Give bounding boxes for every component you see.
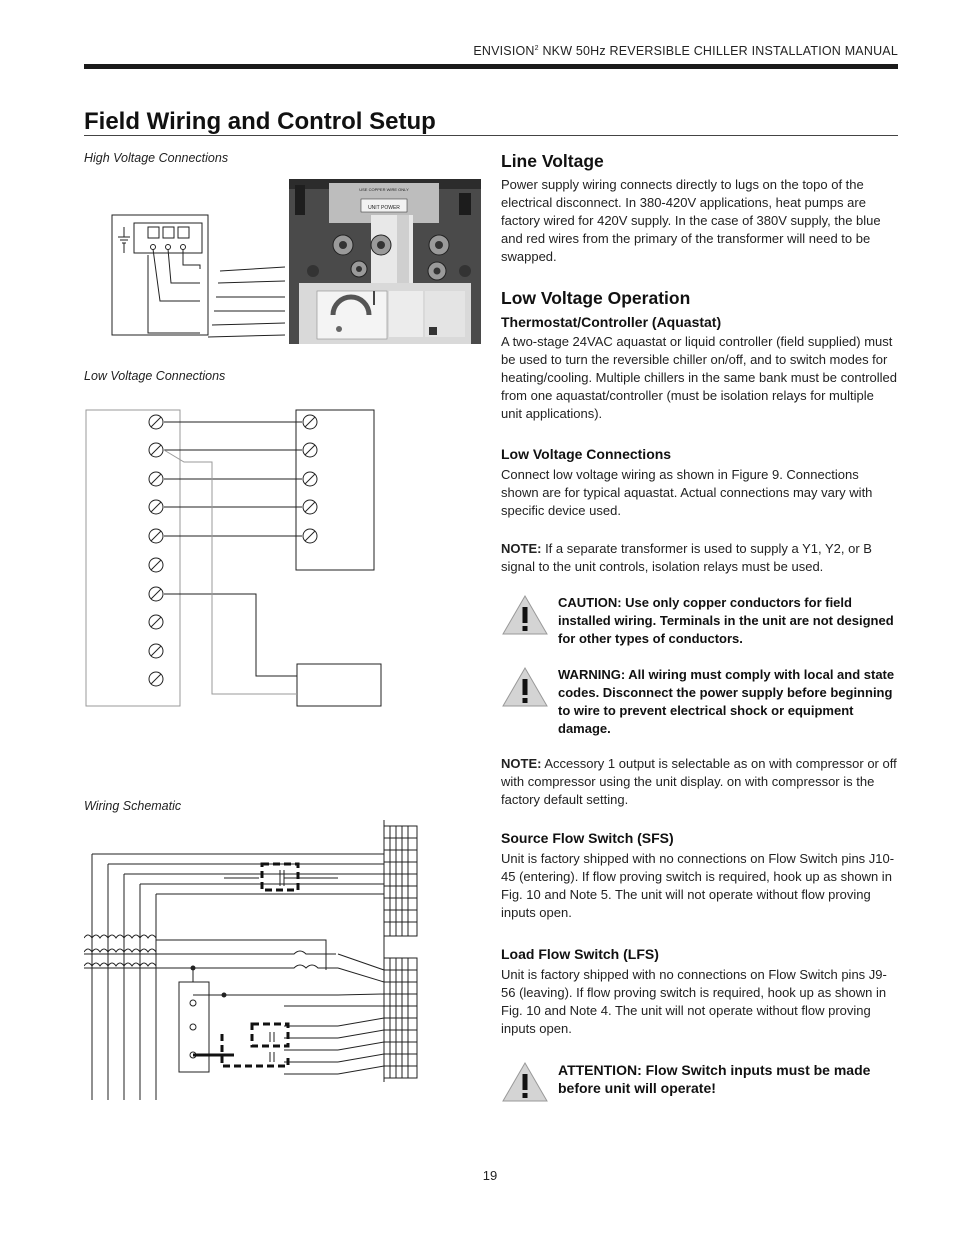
attention-text: ATTENTION: Flow Switch inputs must be made before unit will operate! [558,1062,871,1096]
page-number: 19 [482,1168,498,1183]
title-rule [84,135,898,136]
sfs-heading: Source Flow Switch (SFS) [501,830,674,846]
caption-high-voltage: High Voltage Connections [84,151,229,165]
header-brand: ENVISION [473,44,535,58]
note-isolation-relays [501,540,898,576]
note-accessory-output [501,755,898,809]
attention-block [501,1061,898,1105]
note2-text: Accessory 1 output is selectable as on with compressor or off with compressor using the unit display. on with compressor is the factory default setting. [501,756,897,807]
caption-wiring-schematic: Wiring Schematic [84,799,182,813]
lfs-heading: Load Flow Switch (LFS) [501,946,659,962]
thermostat-body: A two-stage 24VAC aquastat or liquid controller (field supplied) must be used to turn the reversible chiller on/off, and to switch modes for heating/cooling. Multiple chillers in the same bank must be controlled from one aquastat/controller (must be isolation relays for multiple unit applications). [501,334,897,421]
photo-label-line1: USE COPPER WIRE ONLY [359,187,409,192]
wiring-schematic-diagram [84,820,424,1102]
header-rest: NKW 50Hz REVERSIBLE CHILLER INSTALLATION MANUAL [538,44,898,58]
warning-text: WARNING: All wiring must comply with local and state codes. Disconnect the power supply before beginning to wire to prevent electrical shock or equipment damage. [558,667,895,736]
note-label: NOTE: [501,541,542,556]
disconnect-photo [289,179,481,344]
caption-low-voltage: Low Voltage Connections [84,369,226,383]
lv-connections-body: Connect low voltage wiring as shown in Figure 9. Connections shown are for typical aquastat. Actual connections may vary with specific device used. [501,467,873,518]
lv-connections-heading: Low Voltage Connections [501,446,672,462]
photo-label-line2: UNIT POWER [368,205,400,211]
page-title: Field Wiring and Control Setup [84,108,436,135]
sfs-body: Unit is factory shipped with no connections on Flow Switch pins J10-45 (entering). If flow proving switch is required, hook up as shown in Fig. 10 and Note 5. The unit will not operate without flow proving inputs open. [501,851,895,920]
caution-text: CAUTION: Use only copper conductors for field installed wiring. Terminals in the unit are not designed for other types of conductors. [558,595,894,646]
note-text: If a separate transformer is used to supply a Y1, Y2, or B signal to the unit controls, isolation relays must be used. [501,541,872,574]
low-voltage-diagram [84,408,384,708]
lfs-body: Unit is factory shipped with no connections on Flow Switch pins J9-56 (leaving). If flow proving switch is required, hook up as shown in Fig. 10 and Note 4. The unit will not operate without flow proving inputs open. [501,967,887,1036]
caution-block [501,594,898,654]
header-rule [84,64,898,69]
caution-icon [501,594,549,636]
high-voltage-diagram [100,205,285,345]
line-voltage-body: Power supply wiring connects directly to lugs on the topo of the electrical disconnect. In 380-420V applications, heat pumps are factory wired for 420V supply. In the case of 380V supply, the blue and red wires from the primary of the transformer will need to be swapped. [501,177,881,264]
header-superscript: 2 [534,44,539,52]
note2-label: NOTE: [501,756,542,771]
attention-icon [501,1061,549,1103]
running-header [0,44,898,58]
thermostat-subheading: Thermostat/Controller (Aquastat) [501,314,722,330]
warning-icon [501,666,549,708]
line-voltage-heading: Line Voltage [501,151,604,171]
low-voltage-operation-heading: Low Voltage Operation [501,288,691,308]
warning-block [501,666,898,742]
